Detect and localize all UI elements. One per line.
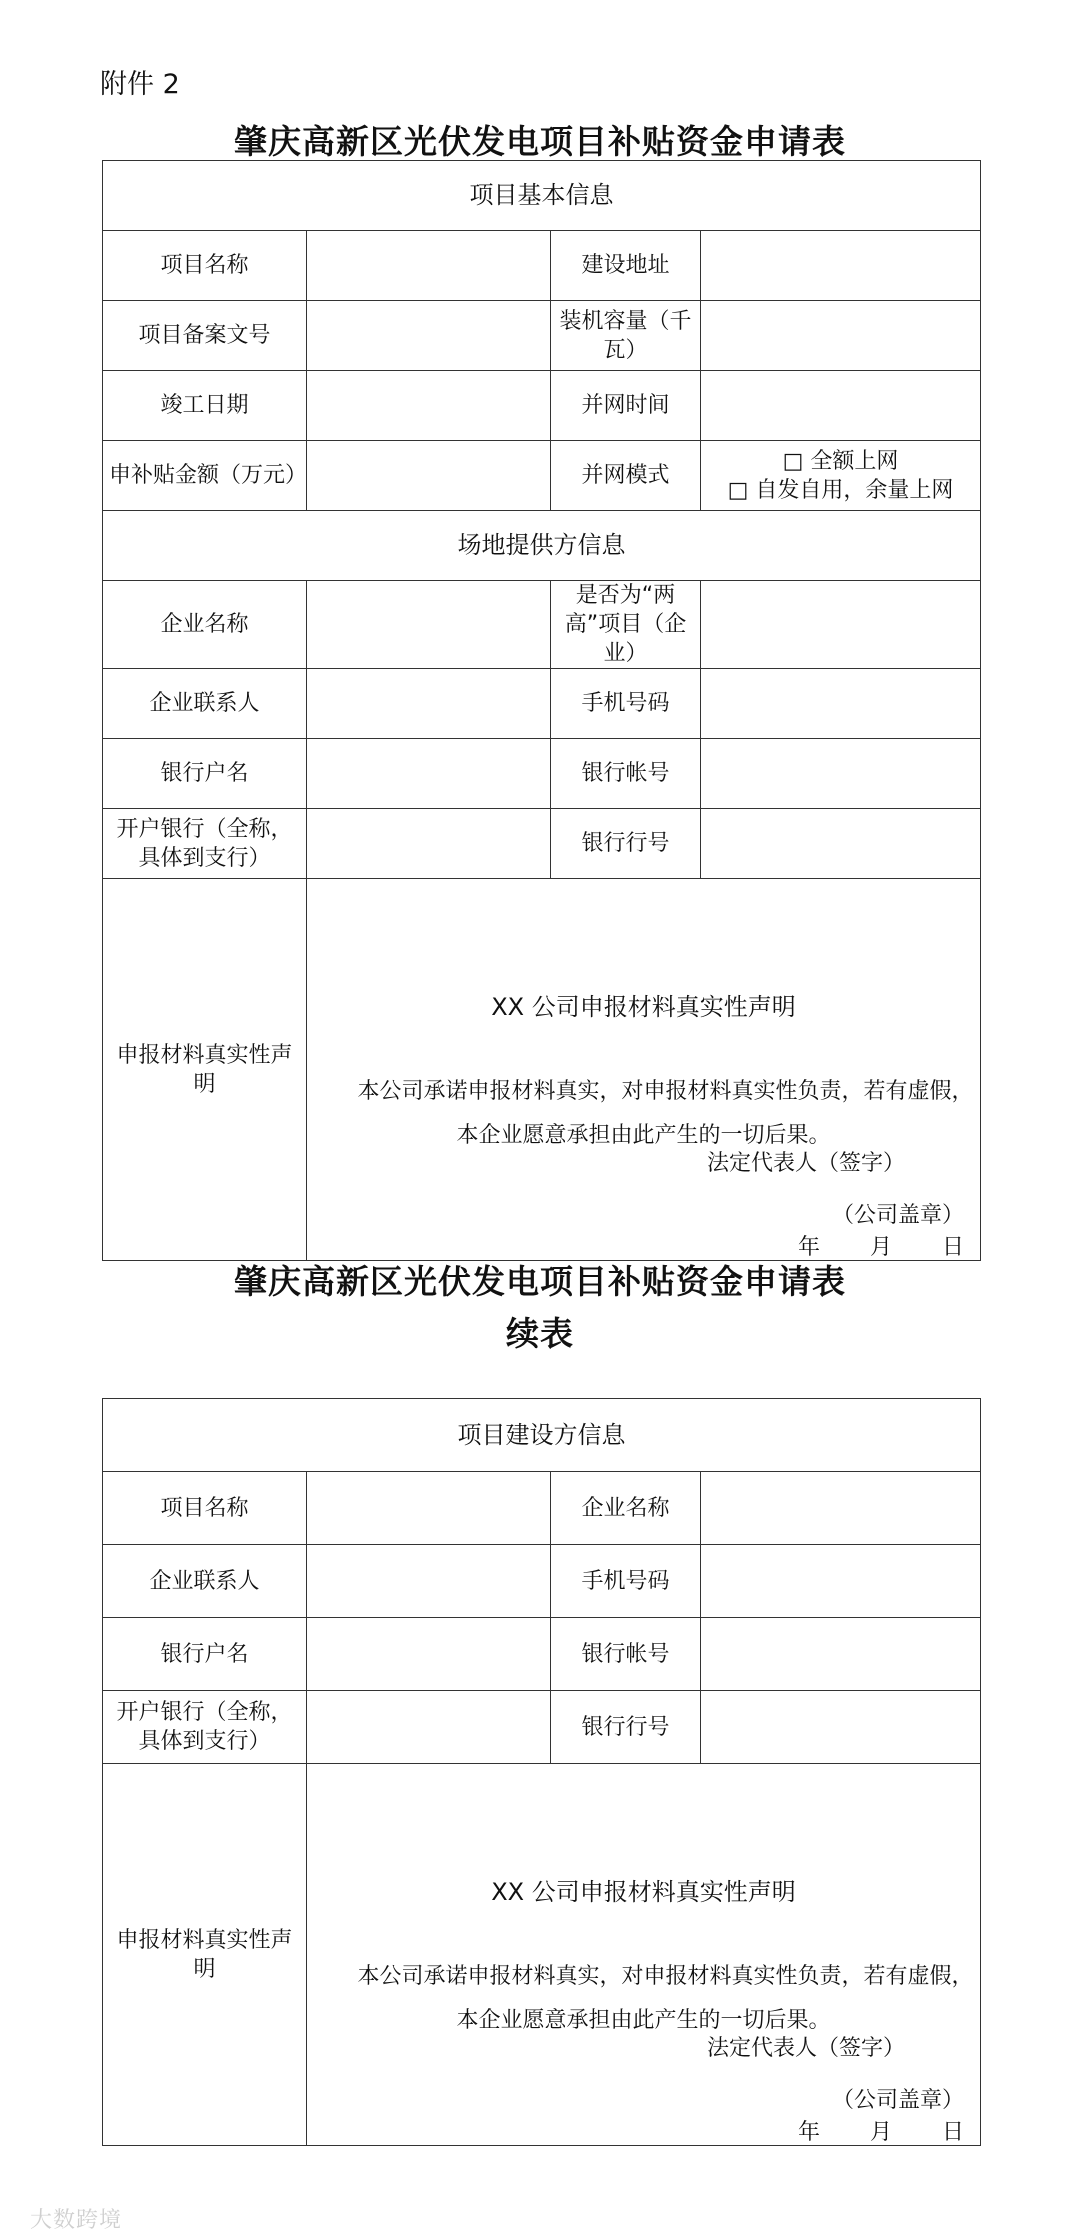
declaration-body: 本公司承诺申报材料真实，对申报材料真实性负责，若有虚假，本企业愿意承担由此产生的一切后果。	[357, 1079, 974, 1148]
field-bank-branch-2[interactable]	[307, 1691, 551, 1764]
label-bank-branch: 开户银行（全称，具体到支行）	[103, 809, 307, 879]
label-bank-branch-2: 开户银行（全称，具体到支行）	[103, 1691, 307, 1764]
field-two-high[interactable]	[701, 581, 981, 669]
field-build-address[interactable]	[701, 231, 981, 301]
label-grid-time: 并网时间	[551, 371, 701, 441]
field-bank-account-name[interactable]	[307, 739, 551, 809]
label-phone-2: 手机号码	[551, 1545, 701, 1618]
watermark-logo: 大数跨境	[30, 2208, 123, 2233]
field-subsidy-amount[interactable]	[307, 441, 551, 511]
field-project-name-2[interactable]	[307, 1472, 551, 1545]
date-line-2	[798, 2118, 964, 2147]
grid-option-self-use[interactable]: □ 自发自用，余量上网	[727, 477, 954, 503]
field-bank-account-no[interactable]	[701, 739, 981, 809]
label-bank-account-name-2: 银行户名	[103, 1618, 307, 1691]
label-completion-date: 竣工日期	[103, 371, 307, 441]
annex-label: 附件 2	[100, 69, 180, 100]
field-project-name[interactable]	[307, 231, 551, 301]
form2-subtitle: 续表	[506, 1314, 574, 1353]
label-contact: 企业联系人	[103, 669, 307, 739]
label-subsidy-amount: 申补贴金额（万元）	[103, 441, 307, 511]
field-bank-code-2[interactable]	[701, 1691, 981, 1764]
label-bank-account-name: 银行户名	[103, 739, 307, 809]
label-bank-code: 银行行号	[551, 809, 701, 879]
field-bank-account-name-2[interactable]	[307, 1618, 551, 1691]
field-phone[interactable]	[701, 669, 981, 739]
section-site-provider: 场地提供方信息	[103, 511, 981, 581]
legal-rep-signature: 法定代表人（签字）	[707, 1151, 906, 1176]
form1-table	[102, 160, 981, 1261]
label-project-name: 项目名称	[103, 231, 307, 301]
legal-rep-signature-2: 法定代表人（签字）	[707, 2036, 906, 2061]
label-bank-code-2: 银行行号	[551, 1691, 701, 1764]
field-completion-date[interactable]	[307, 371, 551, 441]
label-bank-account-no-2: 银行帐号	[551, 1618, 701, 1691]
field-filing-no[interactable]	[307, 301, 551, 371]
field-bank-branch[interactable]	[307, 809, 551, 879]
form1-title: 肇庆高新区光伏发电项目补贴资金申请表	[234, 122, 846, 161]
declaration-block	[307, 879, 981, 1261]
label-build-address: 建设地址	[551, 231, 701, 301]
section-project-info: 项目基本信息	[103, 161, 981, 231]
label-two-high: 是否为“两高”项目（企业）	[551, 581, 701, 669]
declaration-block-2	[307, 1764, 981, 2146]
label-company-name: 企业名称	[103, 581, 307, 669]
label-declaration: 申报材料真实性声明	[103, 879, 307, 1261]
field-grid-time[interactable]	[701, 371, 981, 441]
field-company-name-2[interactable]	[701, 1472, 981, 1545]
label-capacity: 装机容量（千瓦）	[551, 301, 701, 371]
declaration-body-2: 本公司承诺申报材料真实，对申报材料真实性负责，若有虚假，本企业愿意承担由此产生的一切后果。	[357, 1964, 974, 2033]
label-company-name-2: 企业名称	[551, 1472, 701, 1545]
field-company-name[interactable]	[307, 581, 551, 669]
grid-option-full[interactable]: □ 全额上网	[782, 448, 899, 474]
field-contact[interactable]	[307, 669, 551, 739]
date-month: 月	[869, 1235, 892, 1260]
label-contact-2: 企业联系人	[103, 1545, 307, 1618]
field-capacity[interactable]	[701, 301, 981, 371]
form2-title: 肇庆高新区光伏发电项目补贴资金申请表	[234, 1262, 846, 1301]
section-builder-info: 项目建设方信息	[103, 1399, 981, 1472]
label-project-name-2: 项目名称	[103, 1472, 307, 1545]
date-day: 日	[941, 1235, 964, 1260]
field-bank-account-no-2[interactable]	[701, 1618, 981, 1691]
label-bank-account-no: 银行帐号	[551, 739, 701, 809]
date-day-2: 日	[941, 2120, 964, 2145]
date-year: 年	[797, 1235, 820, 1260]
field-phone-2[interactable]	[701, 1545, 981, 1618]
label-filing-no: 项目备案文号	[103, 301, 307, 371]
form2-table	[102, 1398, 981, 2146]
label-phone: 手机号码	[551, 669, 701, 739]
company-seal: （公司盖章）	[831, 1203, 964, 1228]
date-year-2: 年	[797, 2120, 820, 2145]
label-grid-mode: 并网模式	[551, 441, 701, 511]
field-contact-2[interactable]	[307, 1545, 551, 1618]
company-seal-2: （公司盖章）	[831, 2088, 964, 2113]
label-declaration-2: 申报材料真实性声明	[103, 1764, 307, 2146]
field-bank-code[interactable]	[701, 809, 981, 879]
declaration-title-2: XX 公司申报材料真实性声明	[491, 1878, 796, 1906]
date-month-2: 月	[869, 2120, 892, 2145]
grid-mode-options	[701, 441, 981, 511]
declaration-title: XX 公司申报材料真实性声明	[491, 993, 796, 1021]
